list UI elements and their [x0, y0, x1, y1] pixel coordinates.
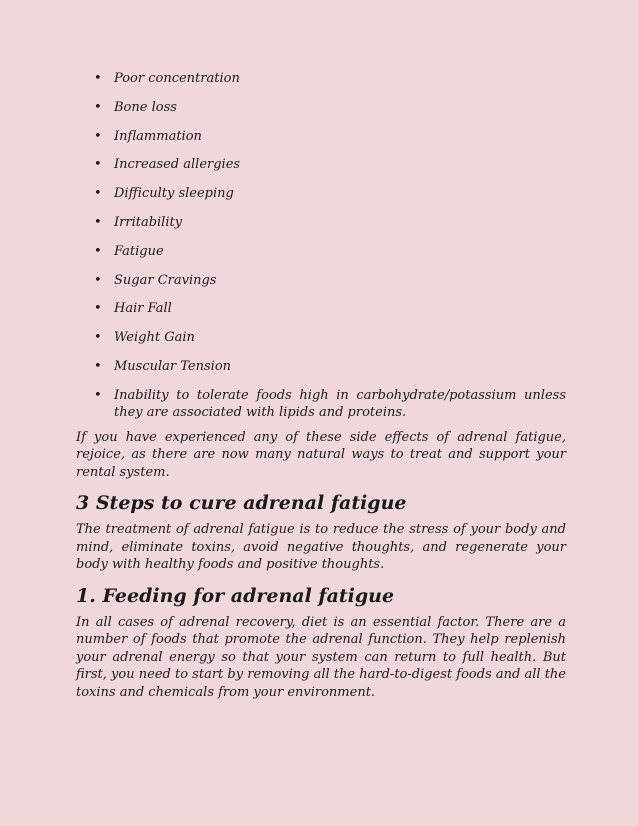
list-item	[76, 300, 566, 317]
bullet-icon: •	[94, 157, 102, 173]
bullet-icon: •	[94, 243, 102, 259]
list-item	[76, 329, 566, 346]
list-item	[76, 70, 566, 87]
list-item	[76, 99, 566, 116]
bullet-icon: •	[94, 186, 102, 202]
list-item-text: Muscular Tension	[114, 358, 232, 374]
bullet-icon: •	[94, 99, 102, 115]
list-item	[76, 387, 566, 421]
list-item	[76, 185, 566, 202]
bullet-icon: •	[94, 71, 102, 86]
bullet-icon: •	[94, 128, 102, 144]
list-item-text: Inability to tolerate foods high in carbohydrate/potassium unless they are associated with lipids and proteins.	[114, 387, 566, 420]
bullet-icon: •	[94, 272, 102, 288]
list-item	[76, 128, 566, 145]
step1-paragraph: In all cases of adrenal recovery, diet is an essential factor. There are a number of foods that promote the adrenal function. They help replenish your adrenal energy so that your system can return to full health. But first, you need to start by removing all the hard-to-digest foods and all the toxins and chemicals from your environment.	[76, 614, 566, 700]
symptom-list	[76, 70, 566, 421]
list-item-text: Inflammation	[114, 128, 202, 144]
list-item-text: Irritability	[114, 214, 183, 230]
intro-paragraph: If you have experienced any of these side effects of adrenal fatigue, rejoice, as there are now many natural ways to treat and support your rental system.	[76, 429, 566, 480]
list-item-text: Hair Fall	[114, 301, 172, 317]
list-item	[76, 156, 566, 173]
bullet-icon: •	[94, 301, 102, 317]
list-item	[76, 243, 566, 260]
list-item-text: Fatigue	[114, 243, 164, 259]
list-item	[76, 358, 566, 375]
list-item-text: Poor concentration	[114, 71, 240, 86]
list-item-text: Difficulty sleeping	[114, 186, 234, 202]
list-item-text: Increased allergies	[114, 157, 241, 173]
section-paragraph: The treatment of adrenal fatigue is to reduce the stress of your body and mind, eliminate toxins, avoid negative thoughts, and regenerate your body with healthy foods and positive thoughts.	[76, 522, 566, 573]
list-item	[76, 214, 566, 231]
bullet-icon: •	[94, 387, 102, 403]
bullet-icon: •	[94, 358, 102, 374]
bullet-icon: •	[94, 214, 102, 230]
list-item	[76, 272, 566, 289]
list-item-text: Sugar Cravings	[114, 272, 217, 288]
section-heading: 3 Steps to cure adrenal fatigue	[76, 492, 407, 515]
step1-heading: 1. Feeding for adrenal fatigue	[76, 584, 395, 607]
list-item-text: Weight Gain	[114, 330, 195, 346]
bullet-icon: •	[94, 330, 102, 346]
list-item-text: Bone loss	[114, 99, 177, 115]
